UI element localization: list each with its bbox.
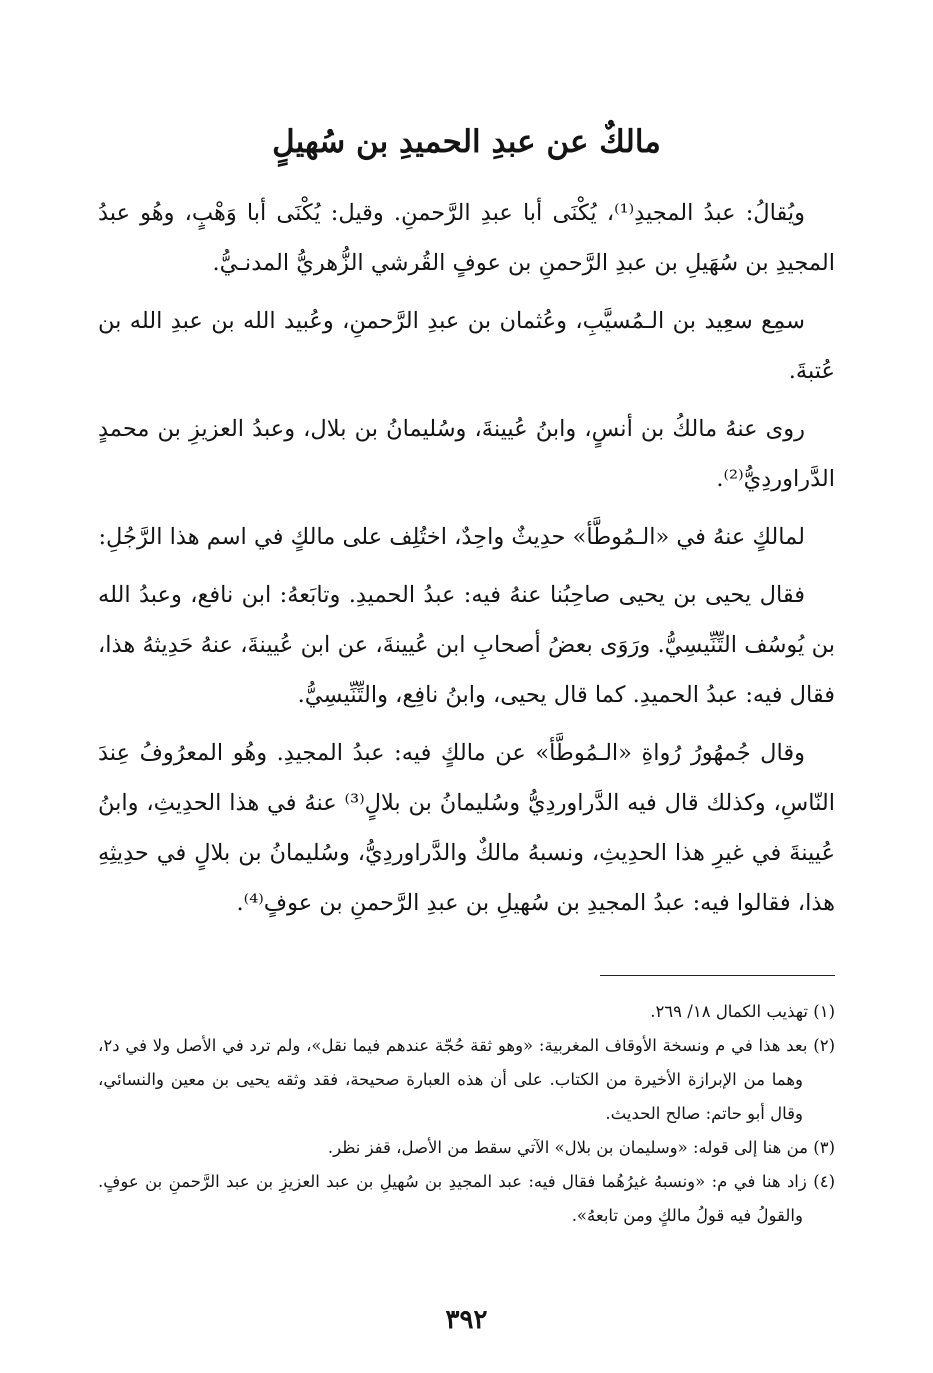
- footnote-3: (٣) من هنا إلى قوله: «وسليمان بن بلال» الآتي سقط من الأصل، قفز نظر.: [327, 1138, 835, 1157]
- paragraph-name-and-kunya: ويُقالُ: عبدُ المجيدِ⁽¹⁾، يُكْنَى أبا عبدِ الرَّحمنِ. وقيل: يُكْنَى أبا وَهْبٍ، وهُو عبدُ المجيدِ بن سُهَيلِ بن عبدِ الرَّحمنِ بن عوفٍ القُرشي الزُّهريُّ المدنـيُّ.: [98, 200, 835, 276]
- footnote-2: (٢) بعد هذا في م ونسخة الأوقاف المغربية: «وهو ثقة حُجّة عندهم فيما نقل»، ولم ترد في الأصل ولا في د٢، وهما من الإبرازة الأخيرة من الكتاب. على أن هذه العبارة صحيحة، فقد وثقه يحيى بن معين والنسائي، وقال أبو حاتم: صالح الحديث.: [98, 1036, 835, 1123]
- paragraph-students: روى عنهُ مالكُ بن أنسٍ، وابنُ عُيينةَ، وسُليمانُ بن بلال، وعبدُ العزيزِ بن محمدٍ الدَّراوردِيُّ⁽²⁾.: [98, 416, 835, 492]
- footnotes: [98, 995, 835, 1233]
- footnote-divider: [600, 975, 835, 976]
- footnote-4: (٤) زاد هنا في م: «ونسبهُ غيرُهُما فقال فيه: عبد المجيدِ بن سُهيلِ بن عبد العزيزِ بن عبد الرَّحمنِ بن عوفٍ. والقولُ فيه قولُ مالكٍ ومن تابعهُ».: [98, 1172, 835, 1225]
- footnote-1: (١) تهذيب الكمال ١٨/ ٢٦٩.: [650, 1002, 835, 1021]
- page-number: ٣٩٢: [445, 1305, 488, 1335]
- paragraph-muwatta-hadith: لمالكٍ عنهُ في «الـمُوطَّأ» حدِيثٌ واحِدٌ، اختُلِف على مالكٍ في اسم هذا الرَّجُلِ:: [98, 524, 805, 550]
- paragraph-teachers: سمِع سعِيد بن الـمُسيَّبِ، وعُثمان بن عبدِ الرَّحمنِ، وعُبيد الله بن عبدِ الله بن عُتبةَ.: [98, 308, 835, 384]
- paragraph-yahya-narration: فقال يحيى بن يحيى صاحِبُنا عنهُ فيه: عبدُ الحميدِ. وتابَعهُ: ابن نافع، وعبدُ الله بن يُوسُف التِّنِّيسِيُّ. ورَوَى بعضُ أصحابِ ابن عُيينةَ، عن ابن عُيينةَ، عنهُ حَدِيثهُ هذا، فقال فيه: عبدُ الحميدِ. كما قال يحيى، وابنُ نافِع، والتِّنِّيسِيُّ.: [98, 582, 835, 708]
- chapter-title: مالكٌ عن عبدِ الحميدِ بن سُهيلٍ: [272, 124, 661, 160]
- main-text: [98, 188, 835, 936]
- paragraph-majority-narration: وقال جُمهُورُ رُواةِ «الـمُوطَّأ» عن مالكٍ فيه: عبدُ المجيدِ. وهُو المعرُوفُ عِندَ النّاسِ، وكذلك قال فيه الدَّراوردِيُّ وسُليمانُ بن بلالٍ⁽³⁾ عنهُ في هذا الحدِيثِ، وابنُ عُيينةَ في غيرِ هذا الحدِيثِ، ونسبهُ مالكٌ والدَّراوردِيُّ، وسُليمانُ بن بلالٍ في حدِيثِهِ هذا، فقالوا فيه: عبدُ المجيدِ بن سُهيلِ بن عبدِ الرَّحمنِ بن عوفٍ⁽⁴⁾.: [98, 740, 835, 916]
